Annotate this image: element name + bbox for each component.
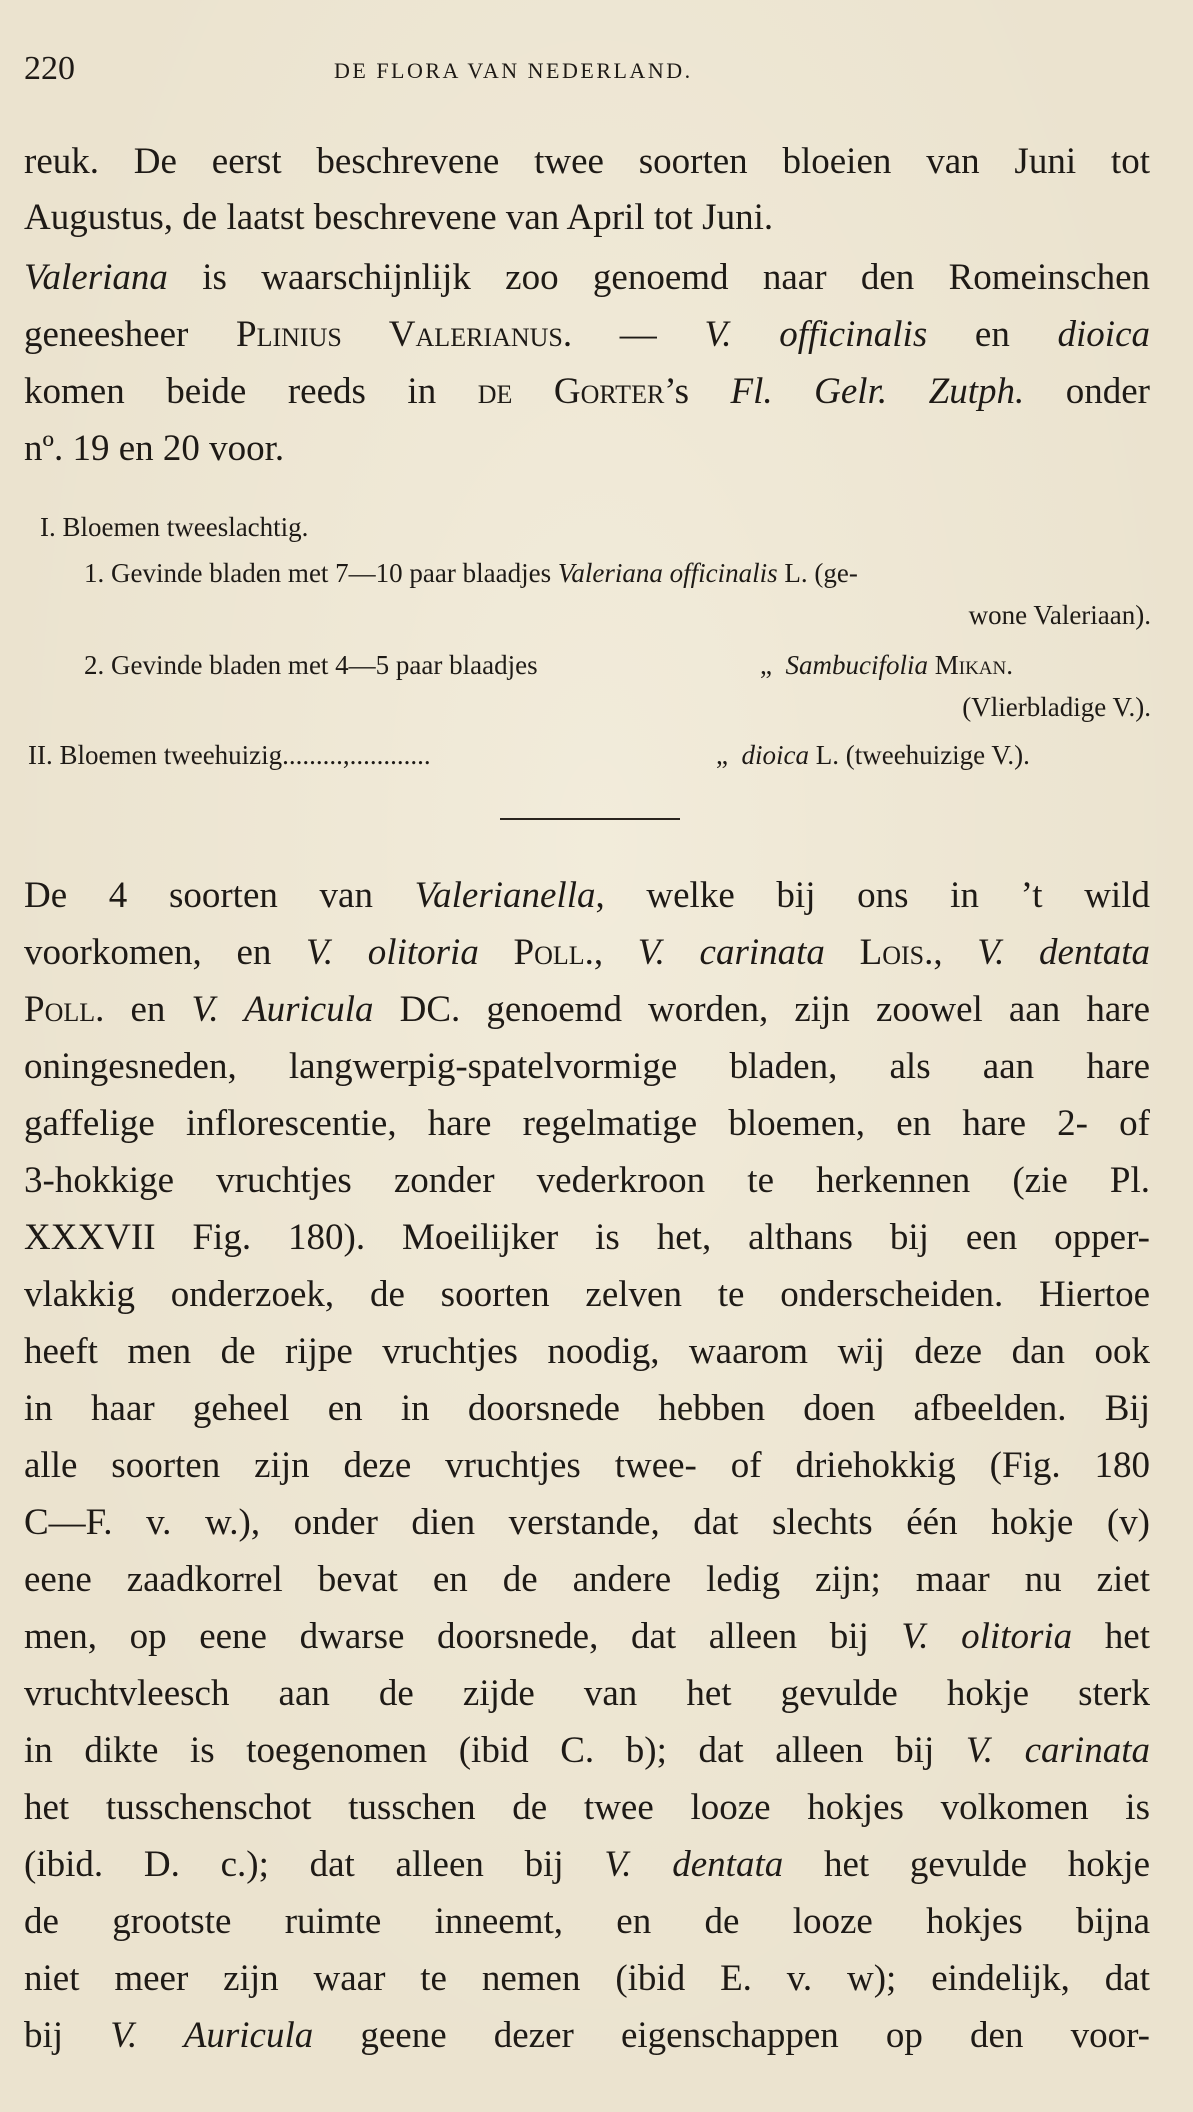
text-line: vlakkig onderzoek, de soorten zelven te onderscheiden. Hiertoe — [24, 1274, 1150, 1315]
text-line: gaffelige inflorescentie, hare regelmatige bloemen, en hare 2- of — [24, 1103, 1150, 1144]
text-line: bij V. Auricula geene dezer eigenschappen op den voor- — [24, 2015, 1150, 2056]
key-item-2-species: „ dioica L. (tweehuizige V.). — [716, 740, 1030, 770]
text-line: men, op eene dwarse doorsnede, dat alleen bij V. olitoria het — [24, 1616, 1150, 1657]
text-line: Augustus, de laatst beschrevene van April tot Juni. — [24, 197, 774, 238]
page-number: 220 — [24, 50, 75, 87]
text-line: Valeriana is waarschijnlijk zoo genoemd naar den Romeinschen — [24, 257, 1150, 298]
key-item-1-1: 1. Gevinde bladen met 7—10 paar blaadjes Valeriana officinalis L. (ge- — [84, 558, 858, 588]
text-line: in dikte is toegenomen (ibid C. b); dat alleen bij V. carinata — [24, 1730, 1150, 1771]
text-line: heeft men de rijpe vruchtjes noodig, waarom wij deze dan ook — [24, 1331, 1150, 1372]
text-line: C—F. v. w.), onder dien verstande, dat slechts één hokje (v) — [24, 1502, 1150, 1543]
page-header — [24, 50, 1150, 100]
key-item-1-1-cont: wone Valeriaan). — [968, 600, 1151, 630]
key-item-2: II. Bloemen tweehuizig.........,............ — [28, 740, 431, 770]
text-line: reuk. De eerst beschrevene twee soorten bloeien van Juni tot — [24, 141, 1150, 182]
text-line: XXXVII Fig. 180). Moeilijker is het, althans bij een opper- — [24, 1217, 1150, 1258]
text-line: in haar geheel en in doorsnede hebben doen afbeelden. Bij — [24, 1388, 1150, 1429]
section-divider — [500, 818, 680, 820]
running-head: DE FLORA VAN NEDERLAND. — [334, 58, 693, 83]
text-line: eene zaadkorrel bevat en de andere ledig zijn; maar nu ziet — [24, 1559, 1150, 1600]
key-item-1: I. Bloemen tweeslachtig. — [40, 512, 309, 542]
key-item-1-2-species: „ Sambucifolia Mikan. — [760, 650, 1013, 680]
text-line: 3-hokkige vruchtjes zonder vederkroon te herkennen (zie Pl. — [24, 1160, 1150, 1201]
text-line: oningesneden, langwerpig-spatelvormige bladen, als aan hare — [24, 1046, 1150, 1087]
text-line: de grootste ruimte inneemt, en de looze hokjes bijna — [24, 1901, 1150, 1942]
text-line: nº. 19 en 20 voor. — [24, 428, 285, 469]
key-item-1-2-cont: (Vlierbladige V.). — [962, 692, 1151, 722]
text-line: De 4 soorten van Valerianella, welke bij ons in ’t wild — [24, 875, 1150, 916]
text-line: (ibid. D. c.); dat alleen bij V. dentata het gevulde hokje — [24, 1844, 1150, 1885]
text-line: niet meer zijn waar te nemen (ibid E. v. w); eindelijk, dat — [24, 1958, 1150, 1999]
key-item-1-2: 2. Gevinde bladen met 4—5 paar blaadjes — [84, 650, 538, 680]
text-line: geneesheer Plinius Valerianus. — V. officinalis en dioica — [24, 314, 1150, 355]
text-line: Poll. en V. Auricula DC. genoemd worden, zijn zoowel aan hare — [24, 989, 1150, 1030]
text-line: alle soorten zijn deze vruchtjes twee- of driehokkig (Fig. 180 — [24, 1445, 1150, 1486]
text-line: vruchtvleesch aan de zijde van het gevulde hokje sterk — [24, 1673, 1150, 1714]
text-line: komen beide reeds in de Gorter’s Fl. Gelr. Zutph. onder — [24, 371, 1151, 412]
text-line: voorkomen, en V. olitoria Poll., V. carinata Lois., V. dentata — [24, 932, 1151, 973]
text-line: het tusschenschot tusschen de twee looze hokjes volkomen is — [24, 1787, 1150, 1828]
